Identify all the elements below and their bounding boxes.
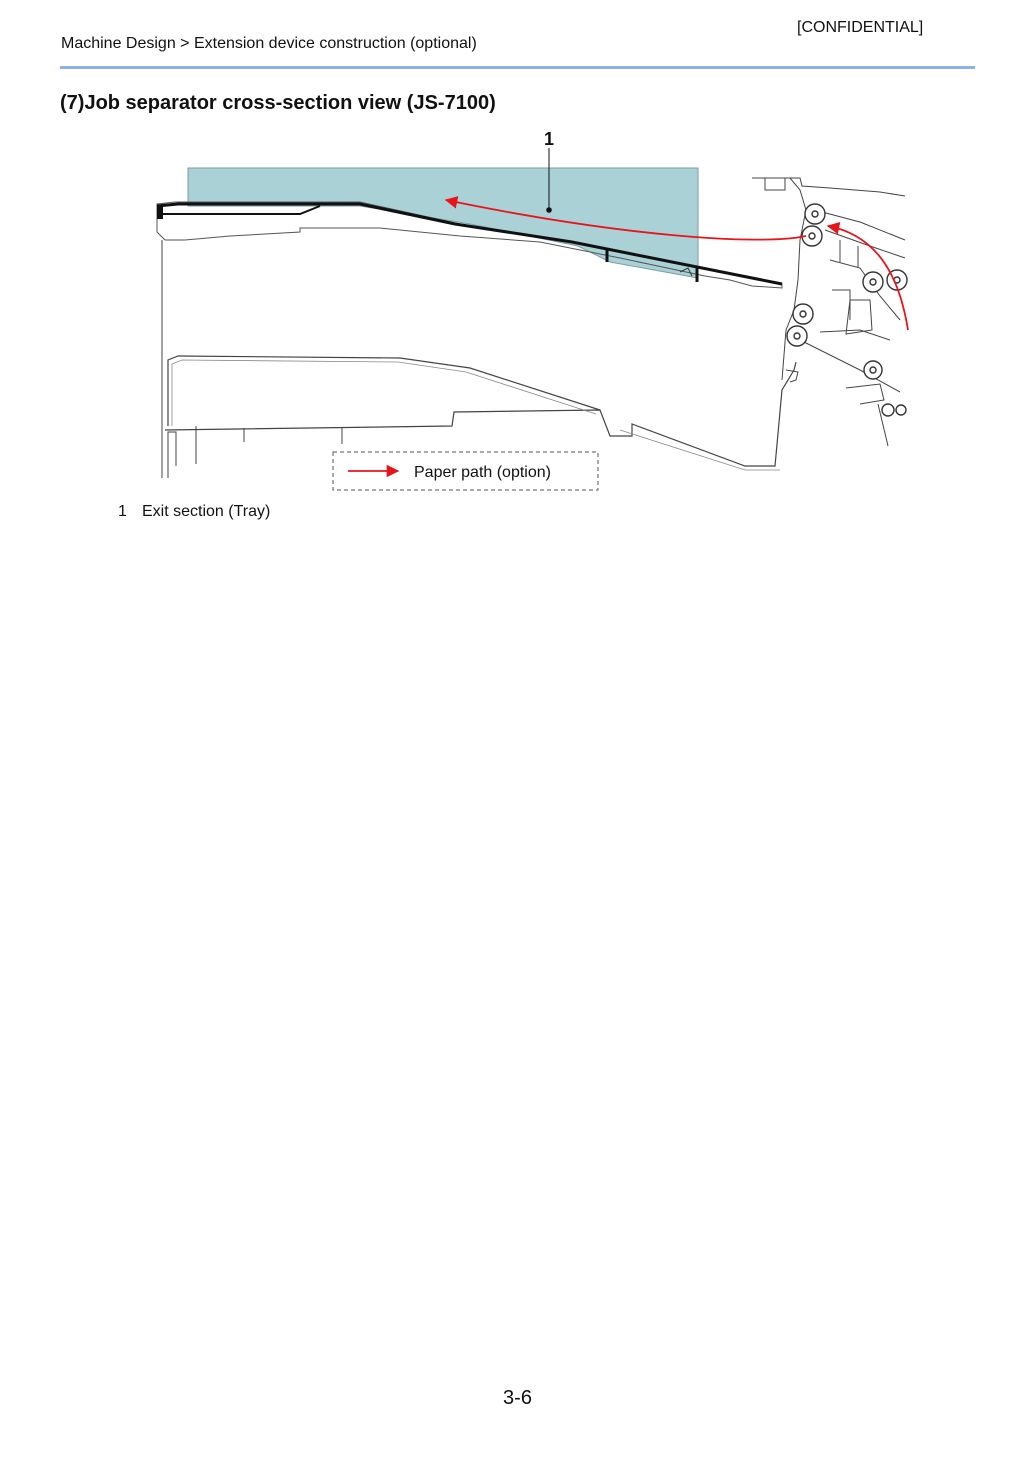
- caption-text: Exit section (Tray): [142, 503, 271, 520]
- callout-number: 1: [543, 129, 555, 149]
- frame-outline: [162, 240, 342, 478]
- base-outline: [165, 362, 796, 466]
- legend-text: Paper path (option): [414, 464, 551, 481]
- breadcrumb: Machine Design > Extension device construction (optional): [61, 35, 477, 52]
- page-number: 3-6: [503, 1387, 532, 1409]
- section-title: (7)Job separator cross-section view (JS-7100): [60, 92, 496, 114]
- header-divider: [60, 66, 975, 69]
- caption-number: 1: [118, 503, 127, 520]
- confidential-label: [CONFIDENTIAL]: [797, 19, 924, 36]
- job-separator-cross-section-figure: [140, 120, 920, 500]
- figure-caption-item: [118, 503, 270, 521]
